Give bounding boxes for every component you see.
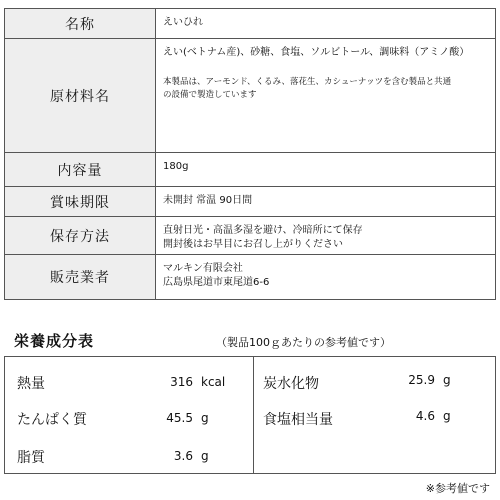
ingredients-header: 原材料名 — [5, 39, 156, 153]
expiry-value: 未開封 常温 90日間 — [163, 195, 253, 206]
row-storage — [5, 217, 496, 255]
volume-value: 180g — [163, 161, 189, 172]
carbohydrate-label: 炭水化物 — [263, 376, 319, 392]
ingredients-value: えい(ベトナム産)、砂糖、食塩、ソルビトール、調味料（アミノ酸） — [163, 47, 470, 58]
carbohydrate-value: 25.9 — [408, 373, 435, 387]
name-value: えいひれ — [163, 17, 203, 28]
carbohydrate-unit: g — [443, 373, 451, 387]
product-label-table — [4, 8, 496, 300]
salt-equivalent-unit: g — [443, 409, 451, 423]
protein-value: 45.5 — [166, 411, 193, 425]
seller-header: 販売業者 — [5, 255, 156, 300]
salt-equivalent-label: 食塩相当量 — [263, 412, 333, 428]
expiry-header: 賞味期限 — [5, 187, 156, 217]
reference-footnote: ※参考値です — [425, 482, 490, 495]
nutrition-title: 栄養成分表 — [14, 332, 95, 350]
nutrition-box — [4, 356, 496, 474]
allergen-note: 本製品は、アーモンド、くるみ、落花生、カシューナッツを含む製品と共通の設備で製造しています — [163, 77, 452, 100]
row-expiry — [5, 187, 496, 217]
energy-value: 316 — [170, 375, 193, 389]
row-name — [5, 9, 496, 39]
protein-label: たんぱく質 — [17, 412, 87, 428]
row-seller — [5, 255, 496, 300]
fat-unit: g — [201, 449, 209, 463]
seller-line-1: マルキン有限会社 — [163, 263, 243, 274]
energy-unit: kcal — [201, 375, 226, 389]
fat-value: 3.6 — [173, 449, 193, 463]
storage-line-2: 開封後はお早目にお召し上がりください — [163, 239, 343, 250]
name-header: 名称 — [5, 9, 156, 39]
protein-unit: g — [201, 411, 209, 425]
nutrition-divider — [253, 357, 254, 473]
row-volume — [5, 153, 496, 187]
salt-equivalent-value: 4.6 — [415, 409, 435, 423]
row-ingredients — [5, 39, 496, 153]
fat-label: 脂質 — [17, 450, 45, 466]
nutrition-basis: （製品100ｇあたりの参考値です） — [216, 336, 391, 349]
volume-header: 内容量 — [5, 153, 156, 187]
storage-line-1: 直射日光・高温多湿を避け、冷暗所にて保存 — [163, 225, 363, 236]
storage-header: 保存方法 — [5, 217, 156, 255]
energy-label: 熱量 — [17, 376, 45, 392]
seller-line-2: 広島県尾道市東尾道6-6 — [163, 277, 270, 288]
